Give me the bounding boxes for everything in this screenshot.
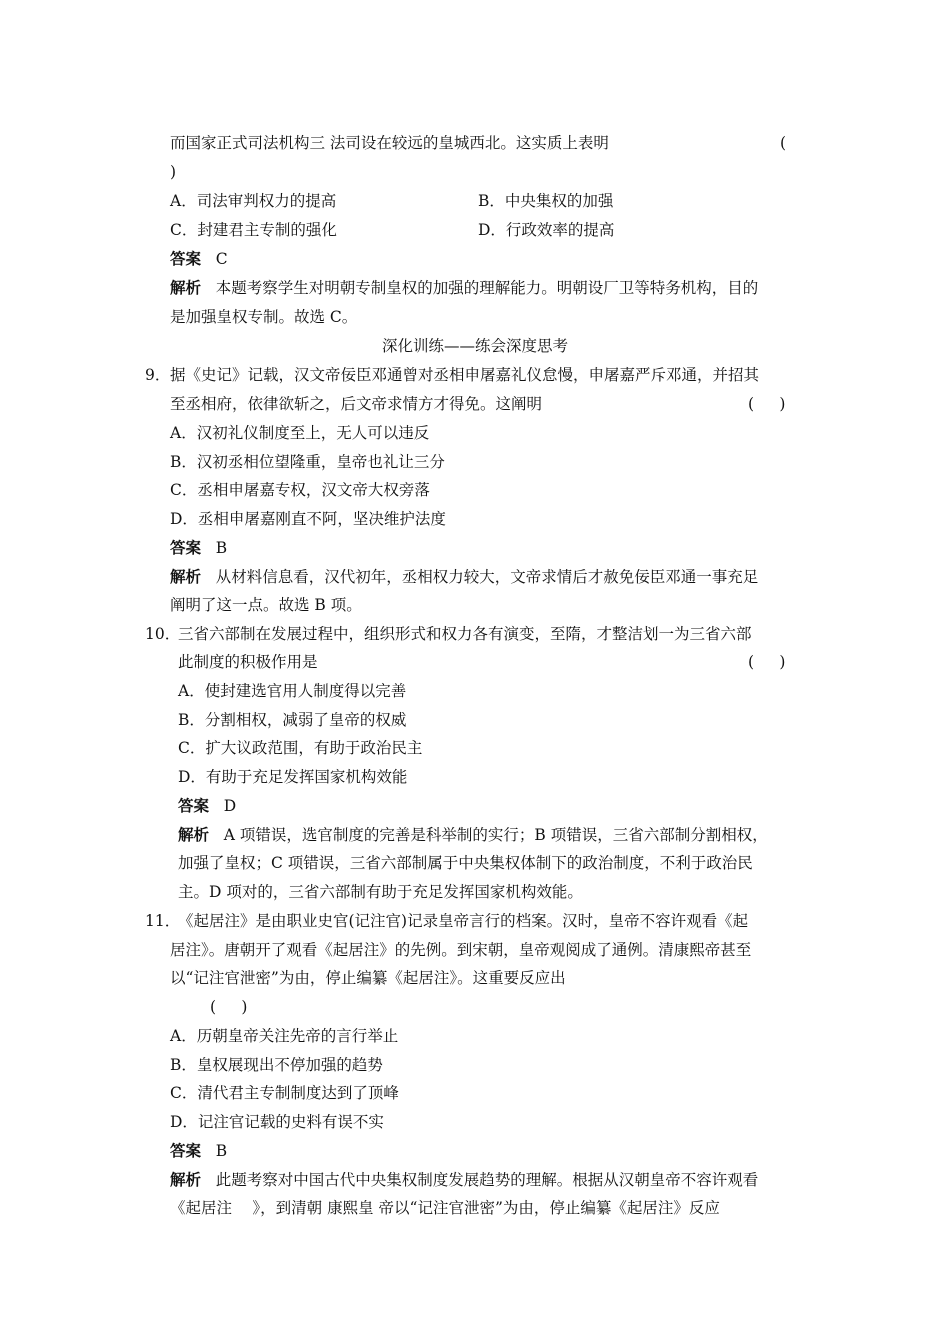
- q9-analysis-line1: [170, 567, 758, 587]
- q10-analysis-line1: [178, 825, 768, 845]
- q9-option-a: A．汉初礼仪制度至上，无人可以违反: [170, 424, 430, 442]
- q11-option-b: B．皇权展现出不停加强的趋势: [170, 1056, 383, 1074]
- q11-option-c: C．清代君主专制制度达到了顶峰: [170, 1084, 399, 1102]
- q10-analysis-label: 解析: [178, 826, 210, 844]
- q9-option-d: D．丞相申屠嘉刚直不阿，坚决维护法度: [170, 510, 446, 528]
- q9-option-b: B．汉初丞相位望隆重，皇帝也礼让三分: [170, 453, 445, 471]
- q11-answer: [170, 1141, 227, 1161]
- q9-answer-label: 答案: [170, 539, 202, 557]
- q10-option-b: B．分割相权，减弱了皇帝的权威: [178, 711, 407, 729]
- q11-number: 11．: [145, 912, 181, 930]
- q10-analysis-line2: 加强了皇权；C 项错误，三省六部制属于中央集权体制下的政治制度，不利于政治民: [178, 854, 753, 872]
- q9-option-c: C．丞相申屠嘉专权，汉文帝大权旁落: [170, 481, 430, 499]
- q8-option-d: D．行政效率的提高: [478, 221, 615, 239]
- q11-analysis-line2: 《起居注 》，到清朝 康熙皇 帝以“记注官泄密”为由，停止编纂《起居注》反应: [170, 1199, 720, 1217]
- q8-option-a: A．司法审判权力的提高: [170, 192, 337, 210]
- q10-answer-value: D: [223, 797, 237, 815]
- q10-option-c: C．扩大议政范围，有助于政治民主: [178, 739, 423, 757]
- q10-number: 10．: [145, 625, 181, 643]
- q8-option-b: B．中央集权的加强: [478, 192, 614, 210]
- q8-analysis-line2: 是加强皇权专制。故选 C。: [170, 308, 358, 326]
- q8-answer-label: 答案: [170, 250, 202, 268]
- q8-analysis-label: 解析: [170, 279, 202, 297]
- q10-answer-paren: ( ): [748, 653, 786, 671]
- q10-answer: [178, 796, 236, 816]
- q9-answer: [170, 538, 227, 558]
- q9-number: 9．: [145, 366, 171, 384]
- q10-answer-label: 答案: [178, 797, 210, 815]
- q8-stem-line1: 而国家正式司法机构三 法司设在较远的皇城西北。这实质上表明: [170, 134, 609, 152]
- q11-analysis-label: 解析: [170, 1171, 202, 1189]
- q11-stem-line3: 以“记注官泄密”为由，停止编纂《起居注》。这重要反应出: [170, 969, 566, 987]
- q11-analysis-line1: [170, 1170, 758, 1190]
- q11-stem-line1: 《起居注》是由职业史官(记注官)记录皇帝言行的档案。汉时，皇帝不容许观看《起: [178, 912, 749, 930]
- q8-analysis-text1: 本题考察学生对明朝专制皇权的加强的理解能力。明朝设厂卫等特务机构，目的: [215, 279, 759, 297]
- q11-option-a: A．历朝皇帝关注先帝的言行举止: [170, 1027, 399, 1045]
- q8-option-c: C．封建君主专制的强化: [170, 221, 337, 239]
- q9-stem-line2: 至丞相府，依律欲斩之，后文帝求情方才得免。这阐明: [170, 395, 543, 413]
- q9-analysis-line2: 阐明了这一点。故选 B 项。: [170, 596, 362, 614]
- q8-answer-value: C: [215, 250, 228, 268]
- q11-stem-line2: 居注》。唐朝开了观看《起居注》的先例。到宋朝，皇帝观阅成了通例。清康熙帝甚至: [170, 941, 752, 959]
- q10-analysis-line3: 主。D 项对的，三省六部制有助于充足发挥国家机构效能。: [178, 883, 583, 901]
- q9-analysis-label: 解析: [170, 568, 202, 586]
- q8-analysis-line1: [170, 278, 758, 298]
- q8-paren-open: (: [780, 134, 787, 152]
- q10-stem-line2: 此制度的积极作用是: [178, 653, 318, 671]
- q11-analysis-text1: 此题考察对中国古代中央集权制度发展趋势的理解。根据从汉朝皇帝不容许观看: [215, 1171, 759, 1189]
- q10-stem-line1: 三省六部制在发展过程中，组织形式和权力各有演变，至隋，才整洁划一为三省六部: [178, 625, 752, 643]
- q9-answer-value: B: [215, 539, 228, 557]
- q10-option-d: D．有助于充足发挥国家机构效能: [178, 768, 408, 786]
- q9-analysis-text1: 从材料信息看，汉代初年，丞相权力较大，文帝求情后才赦免佞臣邓通一事充足: [215, 568, 759, 586]
- q8-answer: [170, 249, 228, 269]
- q10-analysis-text1: A 项错误，选官制度的完善是科举制的实行；B 项错误，三省六部制分割相权，: [223, 826, 768, 844]
- q11-option-d: D．记注官记载的史料有误不实: [170, 1113, 384, 1131]
- q9-stem-line1: 据《史记》记载，汉文帝佞臣邓通曾对丞相申屠嘉礼仪怠慢，申屠嘉严斥邓通，并招其: [170, 366, 760, 384]
- q8-paren-close: ): [170, 163, 177, 181]
- q11-answer-value: B: [215, 1142, 228, 1160]
- q11-answer-label: 答案: [170, 1142, 202, 1160]
- section-title: 深化训练——练会深度思考: [381, 337, 568, 355]
- q11-answer-paren: ( ): [210, 998, 248, 1016]
- q10-option-a: A．使封建选官用人制度得以完善: [178, 682, 407, 700]
- q9-answer-paren: ( ): [748, 395, 786, 413]
